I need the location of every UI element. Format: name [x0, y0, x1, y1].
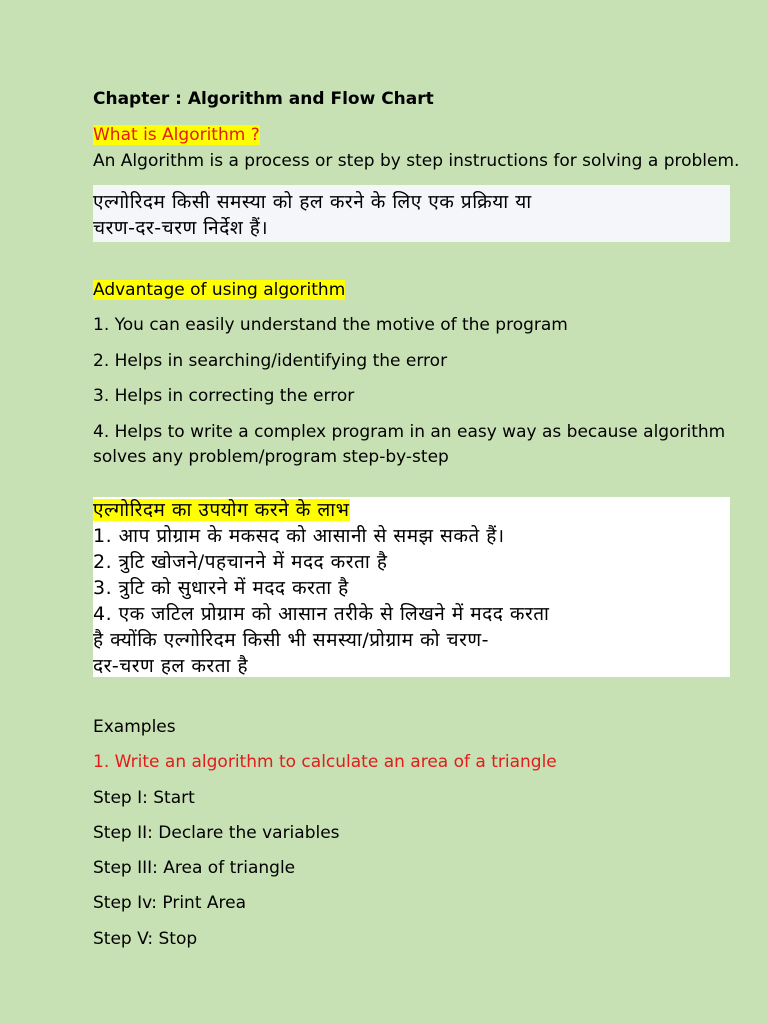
- step-3: Step III: Area of triangle: [93, 858, 296, 878]
- advantage-item-2: 2. Helps in searching/identifying the error: [93, 351, 448, 371]
- step-2: Step II: Declare the variables: [93, 823, 340, 843]
- advantage-item-4-line-1: 4. Helps to write a complex program in an easy way as because algorithm: [93, 422, 726, 442]
- hindi-advantage-line-3: 3. त्रुटि को सुधारने में मदद करता है: [93, 577, 349, 599]
- hindi-definition-line-2: चरण-दर-चरण निर्देश हैं।: [93, 217, 269, 239]
- hindi-advantages-heading: एल्गोरिदम का उपयोग करने के लाभ: [93, 499, 350, 521]
- step-4: Step Iv: Print Area: [93, 893, 247, 913]
- hindi-advantage-line-6: दर-चरण हल करता है: [93, 655, 249, 677]
- hindi-advantage-line-4: 4. एक जटिल प्रोग्राम को आसान तरीके से लिखने में मदद करता: [93, 603, 550, 625]
- example-1-title: 1. Write an algorithm to calculate an area of a triangle: [93, 752, 557, 772]
- hindi-advantages-heading-row: [93, 497, 730, 523]
- hindi-advantage-line-5: है क्योंकि एल्गोरिदम किसी भी समस्या/प्रोग्राम को चरण-: [93, 629, 489, 651]
- advantage-item-1: 1. You can easily understand the motive of the program: [93, 315, 568, 335]
- advantage-item-3: 3. Helps in correcting the error: [93, 386, 355, 406]
- advantage-item-4-line-2: solves any problem/program step-by-step: [93, 447, 449, 467]
- hindi-advantages-box: [93, 497, 730, 677]
- hindi-definition-box: [93, 185, 730, 242]
- hindi-advantage-line-2: 2. त्रुटि खोजने/पहचानने में मदद करता है: [93, 551, 388, 573]
- advantage-heading-text: Advantage of using algorithm: [93, 280, 346, 300]
- hindi-definition-line-1: एल्गोरिदम किसी समस्या को हल करने के लिए एक प्रक्रिया या: [93, 191, 532, 213]
- examples-label: Examples: [93, 717, 176, 737]
- step-5: Step V: Stop: [93, 929, 198, 949]
- what-is-heading-text: What is Algorithm ?: [93, 125, 260, 145]
- algorithm-definition: An Algorithm is a process or step by step instructions for solving a problem.: [93, 151, 740, 171]
- step-1: Step I: Start: [93, 788, 195, 808]
- hindi-advantage-line-1: 1. आप प्रोग्राम के मकसद को आसानी से समझ सकते हैं।: [93, 525, 505, 547]
- advantage-heading: [93, 279, 345, 301]
- chapter-title: Chapter : Algorithm and Flow Chart: [93, 89, 434, 109]
- what-is-heading: [93, 124, 260, 146]
